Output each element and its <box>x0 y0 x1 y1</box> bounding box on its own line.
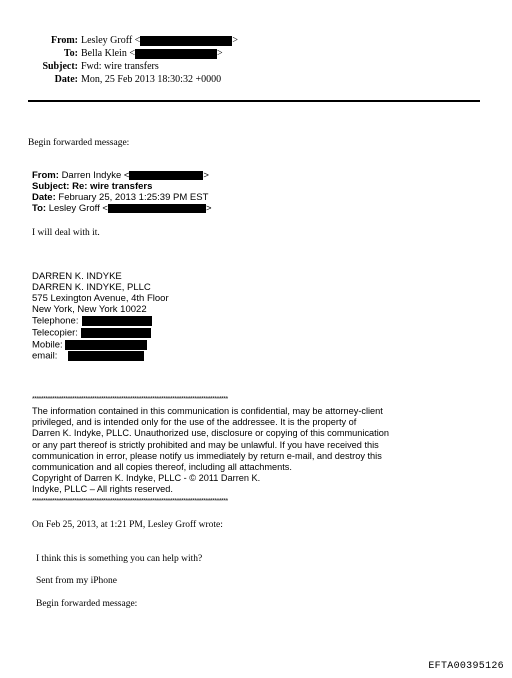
forwarded-subject-label: Subject: <box>32 181 70 192</box>
signature-mobile-label: Mobile: <box>32 339 63 351</box>
disclaimer-line: Copyright of Darren K. Indyke, PLLC - © 2011 Darren K. <box>32 473 261 484</box>
forwarded-to-label: To: <box>32 203 47 214</box>
disclaimer-line: privileged, and is intended only for the use of the addressee. It is the property of <box>32 417 357 428</box>
header-from-label: From: <box>50 35 78 46</box>
redaction-box <box>129 171 203 180</box>
forwarded-from-label: From: <box>32 170 59 181</box>
forwarded-from-row <box>32 170 209 181</box>
redaction-box <box>65 340 147 350</box>
disclaimer-line: or any part thereof is strictly prohibited and may be unlawful. If you have received this <box>32 439 379 450</box>
header-to-label: To: <box>63 48 78 59</box>
disclaimer-text <box>32 406 432 496</box>
forwarded-to-row <box>32 203 212 214</box>
disclaimer-line: Indyke, PLLC – All rights reserved. <box>32 484 173 495</box>
begin-forwarded-message: Begin forwarded message: <box>28 138 130 148</box>
header-from-name: Lesley Groff < <box>81 35 141 46</box>
redaction-box <box>81 328 151 338</box>
forwarded-from-close: > <box>203 170 209 181</box>
forwarded-date-label: Date: <box>32 192 56 203</box>
redaction-box <box>140 36 232 46</box>
disclaimer-separator-top: **************************************************************************************** <box>32 396 228 403</box>
forwarded-to-close: > <box>205 203 212 214</box>
signature-line-1: DARREN K. INDYKE <box>32 271 122 282</box>
header-to-close: > <box>216 48 223 59</box>
signature-line-4: New York, New York 10022 <box>32 304 147 315</box>
redaction-box <box>108 204 206 213</box>
header-date-label: Date: <box>54 74 78 85</box>
header-subject-label: Subject: <box>42 61 78 72</box>
signature-telecopier-row <box>32 328 151 339</box>
forwarded-date-value: February 25, 2013 1:25:39 PM EST <box>58 192 209 203</box>
signature-email-row <box>32 351 144 362</box>
redaction-box <box>135 49 217 59</box>
signature-line-2: DARREN K. INDYKE, PLLC <box>32 282 151 293</box>
signature-email-label: email: <box>32 350 58 362</box>
forwarded-subject-value: Re: wire transfers <box>72 181 153 192</box>
disclaimer-line: Darren K. Indyke, PLLC. Unauthorized use, disclosure or copying of this communication <box>32 428 389 439</box>
header-date-row <box>0 73 221 86</box>
quoted-line-1: I think this is something you can help with? <box>36 554 203 564</box>
forwarded-date-row <box>32 192 208 203</box>
signature-telecopier-label: Telecopier: <box>32 327 78 339</box>
header-from-row <box>0 34 238 47</box>
forwarded-from-value: Darren Indyke < <box>61 170 130 181</box>
header-subject-row <box>0 60 159 73</box>
forwarded-subject-row <box>32 181 152 192</box>
header-subject-value: Fwd: wire transfers <box>81 61 159 72</box>
quoted-line-3: Begin forwarded message: <box>36 599 138 609</box>
bates-number: EFTA00395126 <box>428 661 504 672</box>
signature-line-3: 575 Lexington Avenue, 4th Floor <box>32 293 169 304</box>
signature-telephone-row <box>32 316 152 327</box>
disclaimer-separator-bottom: **************************************************************************************** <box>32 498 228 505</box>
header-to-name: Bella Klein < <box>81 48 135 59</box>
header-to-row <box>0 47 223 60</box>
redaction-box <box>68 351 144 361</box>
signature-telephone-label: Telephone: <box>32 315 79 327</box>
quote-header: On Feb 25, 2013, at 1:21 PM, Lesley Groff wrote: <box>32 520 223 530</box>
disclaimer-line: communication and all copies thereof, including all attachments. <box>32 462 292 473</box>
header-date-value: Mon, 25 Feb 2013 18:30:32 +0000 <box>81 74 222 85</box>
forwarded-to-value: Lesley Groff < <box>48 203 108 214</box>
header-divider <box>28 100 480 102</box>
quoted-line-2: Sent from my iPhone <box>36 576 118 586</box>
header-from-close: > <box>232 35 238 46</box>
reply-text: I will deal with it. <box>32 228 100 238</box>
disclaimer-line: communication in error, please notify us immediately by return e-mail, and destroy this <box>32 450 382 461</box>
redaction-box <box>82 316 152 326</box>
disclaimer-line: The information contained in this communication is confidential, may be attorney-client <box>32 406 383 416</box>
